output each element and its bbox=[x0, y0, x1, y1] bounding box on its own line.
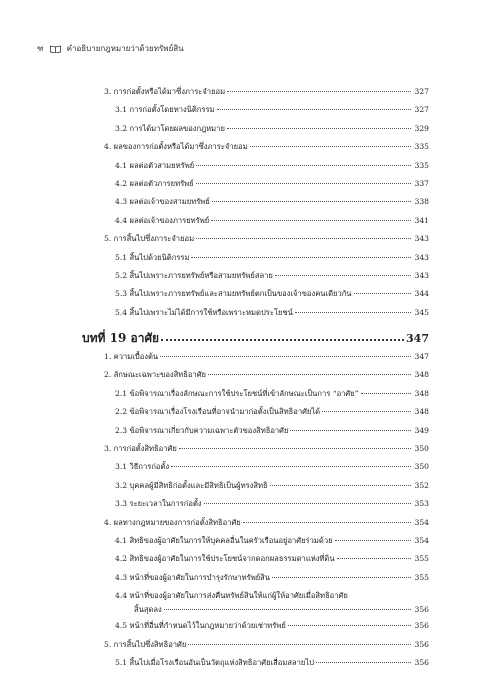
toc-entry[interactable] bbox=[104, 86, 429, 104]
toc-entry-page: 335 bbox=[414, 142, 429, 152]
toc-entry-label: 4. ผลของการก่อตั้งหรือได้มาซึ่งภาระจำยอม bbox=[104, 142, 248, 152]
leader-dots bbox=[171, 466, 411, 467]
toc-entry[interactable] bbox=[104, 553, 429, 571]
book-icon bbox=[50, 45, 61, 53]
leader-dots bbox=[275, 275, 411, 276]
toc-entry-page: 348 bbox=[414, 370, 429, 380]
toc-entry[interactable] bbox=[104, 307, 429, 325]
toc-entry-page: 338 bbox=[414, 197, 429, 207]
toc-entry-page: 356 bbox=[414, 657, 429, 667]
toc-entry-label: 3.2 การได้มาโดยผลของกฎหมาย bbox=[115, 123, 225, 133]
book-title: คำอธิบายกฎหมายว่าด้วยทรัพย์สิน bbox=[66, 44, 184, 53]
toc-entry-page: 352 bbox=[414, 480, 429, 490]
toc-entry[interactable] bbox=[104, 620, 429, 638]
page-marker: ฑ bbox=[37, 44, 44, 53]
leader-dots bbox=[335, 540, 411, 541]
toc-entry-page: 349 bbox=[414, 425, 429, 435]
toc-entry-label: 4.4 ผลต่อเจ้าของภารยทรัพย์ bbox=[115, 215, 210, 225]
toc-entry-page: 347 bbox=[414, 352, 429, 362]
chapter-page: 347 bbox=[406, 331, 429, 345]
toc-entry-wrapped[interactable] bbox=[104, 590, 429, 620]
chapter-heading[interactable] bbox=[82, 325, 429, 351]
toc-entry-page: 353 bbox=[414, 499, 429, 509]
leader-dots bbox=[250, 146, 411, 147]
toc-entry-page: 354 bbox=[414, 535, 429, 545]
toc-entry-label: 4.3 ผลต่อเจ้าของสามยทรัพย์ bbox=[115, 197, 210, 207]
toc-entry-label: 3.1 การก่อตั้งโดยทางนิติกรรม bbox=[115, 105, 215, 115]
leader-dots bbox=[272, 577, 411, 578]
toc-entry[interactable] bbox=[104, 104, 429, 122]
leader-dots bbox=[361, 393, 411, 394]
leader-dots bbox=[217, 109, 411, 110]
toc-entry-label-continued: สิ้นสุดลง bbox=[134, 605, 162, 615]
toc-entry[interactable] bbox=[104, 572, 429, 590]
leader-dots bbox=[316, 662, 411, 663]
toc-entry[interactable] bbox=[104, 233, 429, 251]
leader-dots bbox=[179, 448, 411, 449]
toc-entry-page: 343 bbox=[414, 234, 429, 244]
leader-dots bbox=[243, 522, 411, 523]
toc-entry-label: 4.2 ผลต่อตัวภารยทรัพย์ bbox=[115, 178, 194, 188]
toc-entry-label: 4.1 ผลต่อตัวสามยทรัพย์ bbox=[115, 160, 195, 170]
leader-dots bbox=[191, 257, 411, 258]
toc-entry-label: 3.1 วิธีการก่อตั้ง bbox=[115, 462, 170, 472]
toc-entry[interactable] bbox=[104, 535, 429, 553]
toc-entry[interactable] bbox=[104, 461, 429, 479]
toc-entry-label: 5. การสิ้นไปซึ่งสิทธิอาศัย bbox=[104, 639, 187, 649]
toc-entry-page: 345 bbox=[414, 307, 429, 317]
toc-entry[interactable] bbox=[104, 160, 429, 178]
toc-entry-label: 4.2 สิทธิของผู้อาศัยในการใช้ประโยชน์จากดอกผลธรรมดาแห่งที่ดิน bbox=[115, 554, 335, 564]
toc-entry[interactable] bbox=[104, 498, 429, 516]
toc-entry-label: 5.1 สิ้นไปด้วยนิติกรรม bbox=[115, 252, 190, 262]
toc-entry[interactable] bbox=[104, 141, 429, 159]
toc-top-section bbox=[104, 86, 429, 325]
toc-entry[interactable] bbox=[104, 388, 429, 406]
toc-entry-label: 3. การก่อตั้งสิทธิอาศัย bbox=[104, 444, 177, 454]
toc-entry[interactable] bbox=[104, 270, 429, 288]
chapter-title: บทที่ 19 อาศัย bbox=[82, 330, 160, 345]
leader-dots bbox=[227, 128, 411, 129]
leader-dots bbox=[270, 485, 411, 486]
toc-entry-page: 355 bbox=[414, 554, 429, 564]
toc-entry-page: 337 bbox=[414, 178, 429, 188]
leader-dots bbox=[164, 609, 411, 610]
toc-entry-page: 343 bbox=[414, 270, 429, 280]
toc-entry[interactable] bbox=[104, 351, 429, 369]
toc-entry[interactable] bbox=[104, 178, 429, 196]
leader-dots bbox=[322, 411, 411, 412]
toc-entry[interactable] bbox=[104, 517, 429, 535]
toc-entry-label: 2.2 ข้อพิจารณาเรื่องโรงเรือนที่อาจนำมาก่อตั้งเป็นสิทธิอาศัยได้ bbox=[115, 407, 321, 417]
toc-entry[interactable] bbox=[104, 657, 429, 675]
leader-dots bbox=[161, 339, 404, 341]
toc-entry-label: 5.1 สิ้นไปเมื่อโรงเรือนอันเป็นวัตถุแห่งสิทธิอาศัยเสื่อมสลายไป bbox=[115, 657, 314, 667]
running-header bbox=[37, 42, 184, 55]
leader-dots bbox=[211, 220, 411, 221]
toc-entry-label: 4.1 สิทธิของผู้อาศัยในการให้บุคคลอื่นในครัวเรือนอยู่อาศัยร่วมด้วย bbox=[115, 535, 333, 545]
toc-entry[interactable] bbox=[104, 288, 429, 306]
toc-entry-label: 4.3 หน้าที่ของผู้อาศัยในการบำรุงรักษาทรัพย์สิน bbox=[115, 572, 270, 582]
toc-entry[interactable] bbox=[104, 369, 429, 387]
toc-entry-label: 4. ผลทางกฎหมายของการก่อตั้งสิทธิอาศัย bbox=[104, 517, 241, 527]
leader-dots bbox=[354, 293, 411, 294]
toc-entry-label: 5.3 สิ้นไปเพราะภารยทรัพย์และสามยทรัพย์ตกเป็นของเจ้าของคนเดียวกัน bbox=[115, 289, 352, 299]
toc-entry-page: 355 bbox=[414, 572, 429, 582]
leader-dots bbox=[288, 625, 411, 626]
toc-entry[interactable] bbox=[104, 196, 429, 214]
toc-entry-label: 2.3 ข้อพิจารณาเกี่ยวกับความเฉพาะตัวของสิทธิอาศัย bbox=[115, 425, 289, 435]
toc-entry-label: 3.2 บุคคลผู้มีสิทธิก่อตั้งและมีสิทธิเป็นผู้ทรงสิทธิ bbox=[115, 480, 268, 490]
leader-dots bbox=[204, 503, 411, 504]
toc-entry[interactable] bbox=[104, 639, 429, 657]
toc-entry-label: 2.1 ข้อพิจารณาเรื่องลักษณะการใช้ประโยชน์ที่เข้าลักษณะเป็นการ “อาศัย” bbox=[115, 388, 359, 398]
toc-entry-page: 356 bbox=[414, 605, 429, 615]
toc-entry-page: 350 bbox=[414, 444, 429, 454]
leader-dots bbox=[208, 374, 411, 375]
toc-entry[interactable] bbox=[104, 425, 429, 443]
toc-entry-page: 343 bbox=[414, 252, 429, 262]
toc-entry-label: 5. การสิ้นไปซึ่งภาระจำยอม bbox=[104, 234, 195, 244]
toc-entry-label: 3.3 ระยะเวลาในการก่อตั้ง bbox=[115, 499, 202, 509]
toc-entry[interactable] bbox=[104, 123, 429, 141]
toc-entry-page: 348 bbox=[414, 407, 429, 417]
toc-entry-label: 2. ลักษณะเฉพาะของสิทธิอาศัย bbox=[104, 370, 206, 380]
toc-entry[interactable] bbox=[104, 443, 429, 461]
leader-dots bbox=[188, 644, 411, 645]
leader-dots bbox=[227, 91, 411, 92]
leader-dots bbox=[196, 238, 411, 239]
toc-entry-page: 348 bbox=[414, 388, 429, 398]
table-of-contents bbox=[82, 86, 429, 675]
toc-entry-label: 4.4 หน้าที่ของผู้อาศัยในการส่งคืนทรัพย์สินให้แก่ผู้ให้อาศัยเมื่อสิทธิอาศัย bbox=[115, 591, 348, 601]
toc-entry-page: 327 bbox=[414, 105, 429, 115]
leader-dots bbox=[196, 165, 411, 166]
leader-dots bbox=[290, 430, 411, 431]
leader-dots bbox=[196, 183, 411, 184]
toc-entry[interactable] bbox=[104, 406, 429, 424]
toc-entry-label: 3. การก่อตั้งหรือได้มาซึ่งภาระจำยอม bbox=[104, 87, 226, 96]
toc-entry[interactable] bbox=[104, 252, 429, 270]
toc-entry[interactable] bbox=[104, 215, 429, 233]
toc-entry-page: 356 bbox=[414, 639, 429, 649]
toc-entry-page: 327 bbox=[414, 87, 429, 96]
toc-entry-label: 1. ความเบื้องต้น bbox=[104, 352, 159, 362]
toc-entry-page: 350 bbox=[414, 462, 429, 472]
toc-entry-page: 354 bbox=[414, 517, 429, 527]
leader-dots bbox=[337, 558, 411, 559]
toc-entry-page: 356 bbox=[414, 621, 429, 631]
leader-dots bbox=[295, 312, 411, 313]
toc-entry-page: 335 bbox=[414, 160, 429, 170]
leader-dots bbox=[212, 201, 411, 202]
leader-dots bbox=[160, 356, 411, 357]
toc-entry[interactable] bbox=[104, 480, 429, 498]
toc-entry-page: 341 bbox=[414, 215, 429, 225]
toc-chapter-section bbox=[104, 351, 429, 590]
toc-entry-label: 4.5 หน้าที่อื่นที่กำหนดไว้ในกฎหมายว่าด้วยเช่าทรัพย์ bbox=[115, 621, 286, 631]
toc-entry-label: 5.4 สิ้นไปเพราะไม่ได้มีการใช้หรือเพราะหมดประโยชน์ bbox=[115, 307, 293, 317]
toc-entry-label: 5.2 สิ้นไปเพราะภารยทรัพย์หรือสามยทรัพย์สลาย bbox=[115, 270, 273, 280]
toc-entry-page: 329 bbox=[414, 123, 429, 133]
toc-entry-page: 344 bbox=[414, 289, 429, 299]
